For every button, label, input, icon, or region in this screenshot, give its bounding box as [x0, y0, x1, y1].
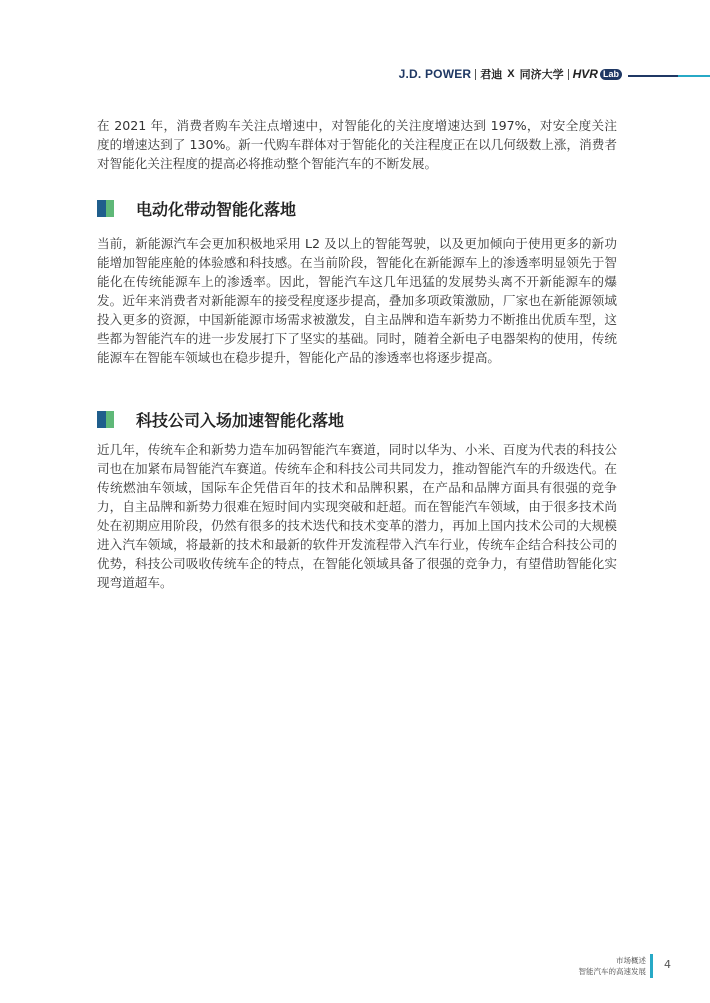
brand-separator	[475, 69, 476, 80]
heading-text: 科技公司入场加速智能化落地	[136, 411, 345, 430]
hvr-label: HVR	[572, 67, 598, 81]
heading-text: 电动化带动智能化落地	[136, 200, 297, 219]
tongji-label: 同济大学	[519, 69, 564, 81]
jdpower-logo: J.D. POWER	[398, 67, 472, 81]
paragraph-electrification: 当前，新能源汽车会更加积极地采用 L2 及以上的智能驾驶，以及更加倾向于使用更多的新功能增加智能座舱的体验感和科技感。在当前阶段，智能化在新能源车上的渗透率明显领先于智能化在传统能源车上的渗透率。因此，智能汽车这几年迅猛的发展势头离不开新能源车的爆发。近年来消费者对新能源车的接受程度逐步提高，叠加多项政策激励，厂家也在新能源领域投入更多的资源，中国新能源市场需求被激发，自主品牌和造车新势力不断推出优质车型，这些都为智能汽车的进一步发展打下了坚实的基础。同时，随着全新电子电器架构的使用，传统能源车在智能车领域也在稳步提升，智能化产品的渗透率也将逐步提高。	[97, 236, 617, 365]
heading-square-icon	[97, 411, 114, 428]
paragraph-intro: 在 2021 年，消费者购车关注点增速中，对智能化的关注度增速达到 197%，对安全度关注度的增速达到了 130%。新一代购车群体对于智能化的关注程度正在以几何级数上涨，消费者对智能化关注程度的提高必将推动整个智能汽车的不断发展。	[97, 118, 617, 171]
heading-square-icon	[97, 200, 114, 217]
paragraph-tech-companies: 近几年，传统车企和新势力造车加码智能汽车赛道，同时以华为、小米、百度为代表的科技公司也在加紧布局智能汽车赛道。传统车企和科技公司共同发力，推动智能汽车的升级迭代。在传统燃油车领域，国际车企凭借百年的技术和品牌积累，在产品和品牌方面具有很强的竞争力，自主品牌和新势力很难在短时间内实现突破和赶超。而在智能汽车领域，由于很多技术尚处在初期应用阶段，仍然有很多的技术迭代和技术变革的潜力，再加上国内技术公司的大规模进入汽车领域，将最新的技术和最新的软件开发流程带入汽车行业，传统车企结合科技公司的优势，科技公司吸收传统车企的特点，在智能化领域具备了很强的竞争力，有望借助智能化实现弯道超车。	[97, 442, 617, 590]
brand-logo	[399, 66, 622, 82]
footer-chapter: 市场概述	[616, 956, 646, 965]
footer-subtitle: 智能汽车的高速发展	[578, 967, 646, 976]
page-number: 4	[664, 958, 671, 971]
section-heading-electrification	[97, 197, 296, 220]
jundi-label: 君迪	[480, 69, 503, 81]
brand-x: X	[507, 68, 515, 80]
page-header	[0, 66, 710, 86]
brand-separator	[568, 69, 569, 80]
lab-badge: Lab	[600, 69, 622, 80]
header-rule	[628, 75, 710, 77]
footer-divider	[650, 954, 653, 978]
footer-section-labels	[579, 955, 647, 977]
section-heading-tech-companies	[97, 408, 344, 431]
